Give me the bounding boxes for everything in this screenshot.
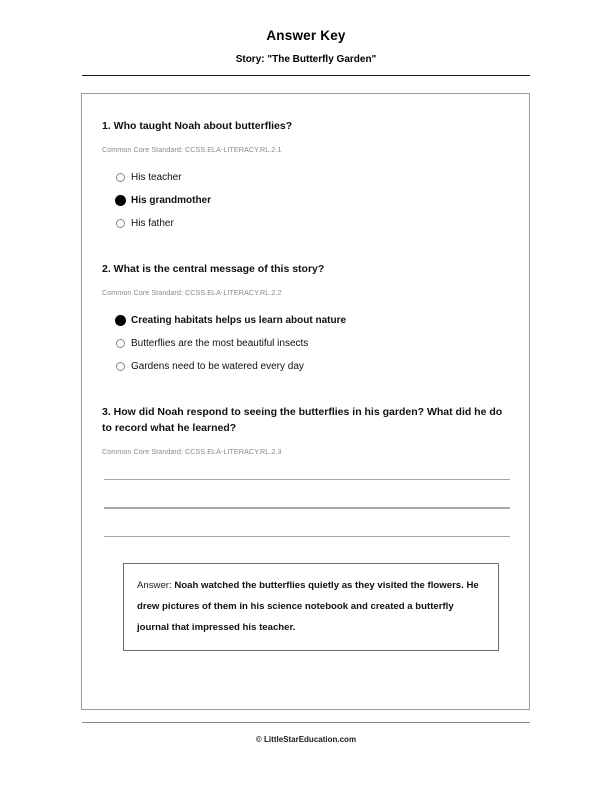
- options-list: [102, 166, 503, 235]
- story-subtitle: Story: "The Butterfly Garden": [235, 54, 377, 65]
- question-text: 3. How did Noah respond to seeing the butterflies in his garden? What did he do to record what he learned?: [102, 406, 503, 434]
- option-row[interactable]: [102, 166, 503, 189]
- footer-credit: © LittleStarEducation.com: [255, 735, 357, 744]
- options-list: [102, 309, 503, 378]
- worksheet-sheet: [81, 93, 530, 710]
- page-title: Answer Key: [266, 28, 346, 43]
- question-block-2: [102, 261, 503, 378]
- radio-icon[interactable]: [116, 219, 125, 228]
- worksheet-content: [82, 94, 529, 651]
- option-label: His grandmother: [131, 195, 212, 206]
- radio-icon[interactable]: [116, 339, 125, 348]
- option-row[interactable]: [102, 189, 503, 212]
- footer-divider: [82, 722, 530, 723]
- option-label: His father: [131, 218, 174, 229]
- standard-label: Common Core Standard: CCSS.ELA-LITERACY.RL.2.1: [102, 145, 282, 154]
- question-block-1: [102, 118, 503, 235]
- answer-write-lines: [102, 479, 503, 537]
- radio-selected-icon[interactable]: [115, 315, 126, 326]
- write-line[interactable]: [104, 479, 510, 480]
- write-line[interactable]: [104, 507, 510, 508]
- option-label: Gardens need to be watered every day: [131, 361, 304, 372]
- option-row[interactable]: [102, 355, 503, 378]
- question-text: 1. Who taught Noah about butterflies?: [102, 120, 293, 132]
- standard-label: Common Core Standard: CCSS.ELA-LITERACY.RL.2.2: [102, 288, 282, 297]
- question-text: 2. What is the central message of this story?: [102, 263, 325, 275]
- question-block-3: [102, 404, 503, 651]
- answer-label: Answer:: [137, 580, 172, 592]
- option-label: Creating habitats helps us learn about nature: [131, 315, 347, 326]
- radio-selected-icon[interactable]: [115, 195, 126, 206]
- page-footer: [0, 722, 612, 744]
- radio-icon[interactable]: [116, 173, 125, 182]
- option-label: Butterflies are the most beautiful insects: [131, 338, 309, 349]
- page-header: [0, 0, 612, 76]
- option-label: His teacher: [131, 172, 182, 183]
- radio-icon[interactable]: [116, 362, 125, 371]
- option-row[interactable]: [102, 332, 503, 355]
- write-line[interactable]: [104, 536, 510, 537]
- answer-body: Noah watched the butterflies quietly as they visited the flowers. He drew pictures of them in his science notebook and created a butterfly journal that impressed his teacher.: [137, 580, 479, 634]
- option-row[interactable]: [102, 309, 503, 332]
- header-divider: [82, 75, 530, 76]
- standard-label: Common Core Standard: CCSS.ELA-LITERACY.RL.2.3: [102, 447, 282, 456]
- option-row[interactable]: [102, 212, 503, 235]
- answer-key-box: [123, 563, 499, 651]
- answer-text: [137, 575, 485, 638]
